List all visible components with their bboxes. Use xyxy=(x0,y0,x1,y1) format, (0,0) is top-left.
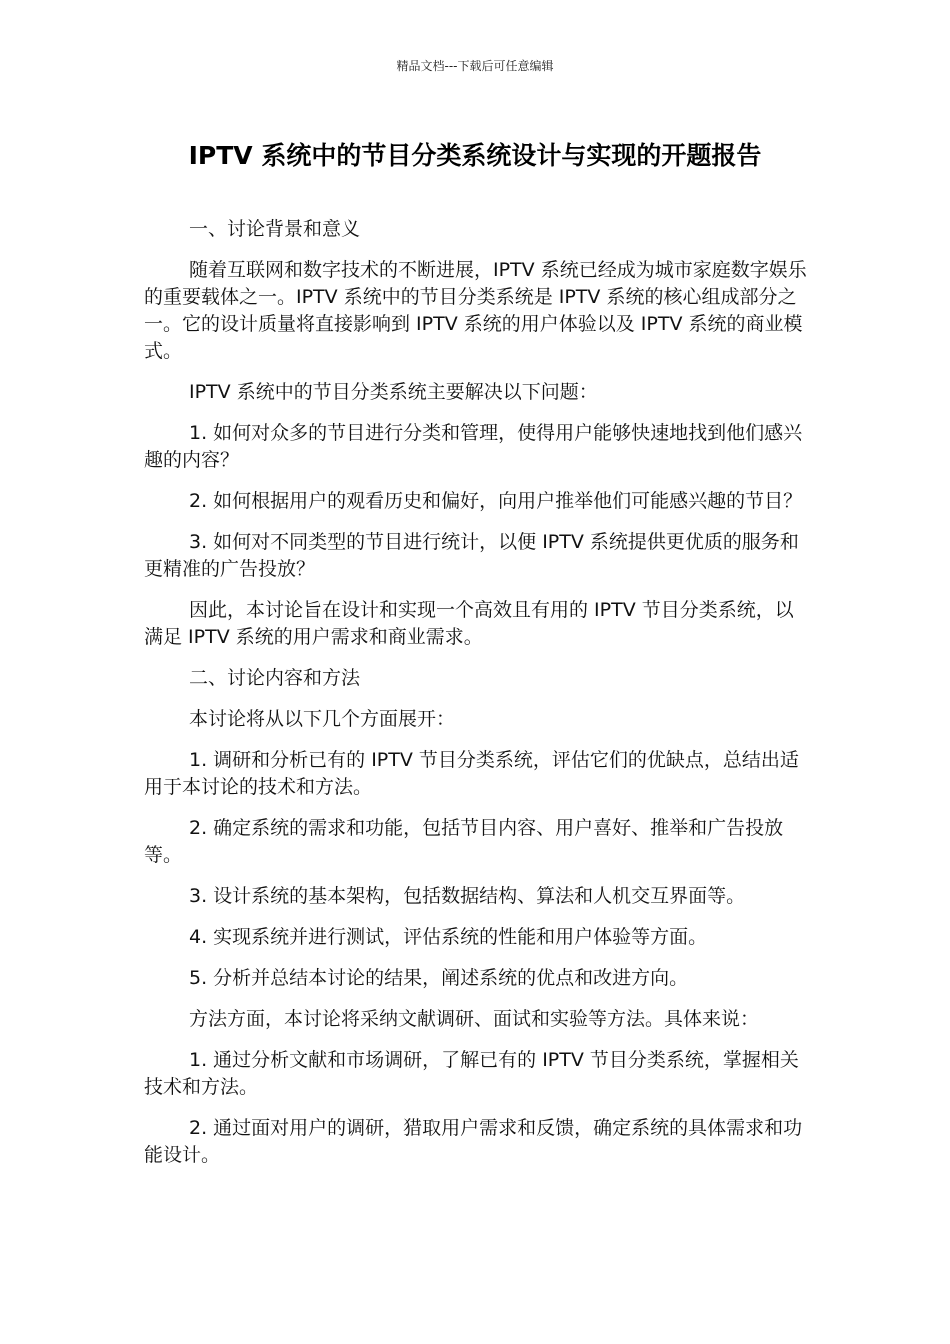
section-heading-content-methods: 二、讨论内容和方法 xyxy=(189,667,361,689)
paragraph-problems-lead: IPTV 系统中的节目分类系统主要解决以下问题： xyxy=(189,381,598,403)
list-item-aspect-3: 3. 设计系统的基本架构，包括数据结构、算法和人机交互界面等。 xyxy=(189,885,746,907)
list-item-aspect-2: 2. 确定系统的需求和功能，包括节目内容、用户喜好、推举和广告投放等。 xyxy=(144,817,784,866)
section-heading-background: 一、讨论背景和意义 xyxy=(189,218,361,240)
list-item-aspect-1: 1. 调研和分析已有的 IPTV 节目分类系统，评估它们的优缺点，总结出适用于本讨论的技术和方法。 xyxy=(144,749,799,798)
document-title: IPTV 系统中的节目分类系统设计与实现的开题报告 xyxy=(188,141,762,170)
list-item-problem-3: 3. 如何对不同类型的节目进行统计，以便 IPTV 系统提供更优质的服务和更精准的广告投放？ xyxy=(144,531,799,580)
list-item-aspect-4: 4. 实现系统并进行测试，评估系统的性能和用户体验等方面。 xyxy=(189,926,708,948)
paragraph-aspects-lead: 本讨论将从以下几个方面展开： xyxy=(189,708,456,730)
paragraph-intro: 随着互联网和数字技术的不断进展，IPTV 系统已经成为城市家庭数字娱乐的重要载体之一。IPTV 系统中的节目分类系统是 IPTV 系统的核心组成部分之一。它的设计质量将直接影响到 IPTV 系统的用户体验以及 IPTV 系统的商业模式。 xyxy=(144,259,807,362)
list-item-method-2: 2. 通过面对用户的调研，猎取用户需求和反馈，确定系统的具体需求和功能设计。 xyxy=(144,1117,803,1166)
paragraph-methods-lead: 方法方面，本讨论将采纳文献调研、面试和实验等方法。具体来说： xyxy=(189,1008,760,1030)
document-body xyxy=(144,216,812,1183)
list-item-aspect-5: 5. 分析并总结本讨论的结果，阐述系统的优点和改进方向。 xyxy=(189,967,689,989)
paragraph-purpose: 因此，本讨论旨在设计和实现一个高效且有用的 IPTV 节目分类系统，以满足 IPTV 系统的用户需求和商业需求。 xyxy=(144,599,794,648)
list-item-problem-1: 1. 如何对众多的节目进行分类和管理，使得用户能够快速地找到他们感兴趣的内容？ xyxy=(144,422,803,471)
list-item-problem-2: 2. 如何根据用户的观看历史和偏好，向用户推举他们可能感兴趣的节目？ xyxy=(189,490,803,512)
list-item-method-1: 1. 通过分析文献和市场调研，了解已有的 IPTV 节目分类系统，掌握相关技术和方法。 xyxy=(144,1049,799,1098)
page-header-note: 精品文档---下载后可任意编辑 xyxy=(396,59,554,73)
